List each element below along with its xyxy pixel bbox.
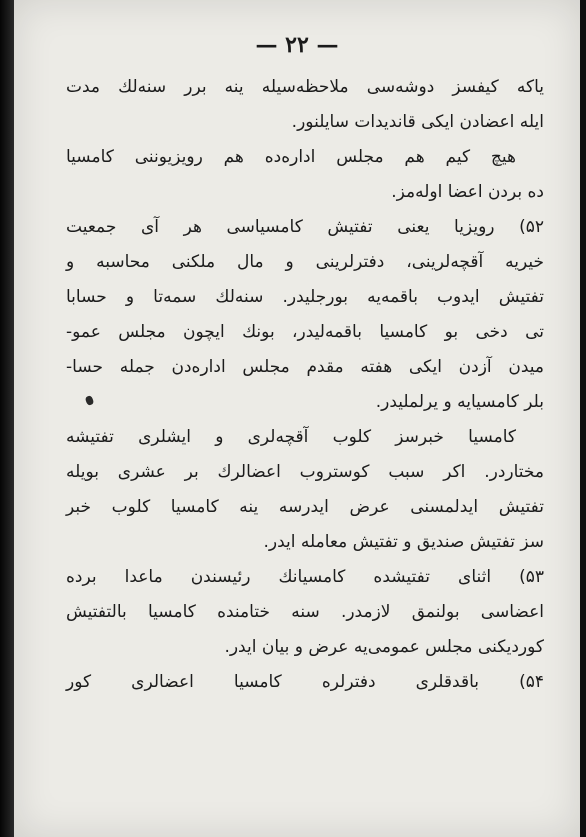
text-line-5: ۵۲) رویزیا یعنی تفتیش کامسیاسی هر آی جمعیت: [66, 217, 544, 237]
scan-left-edge: [0, 0, 14, 837]
text-line-16: اعضاسی بولنمق لازمدر. سنه ختامنده کامسیا بالتفتیش: [66, 602, 544, 622]
text-line-15: ۵۳) اثنای تفتیشده کامسیانك رئیسندن ماعدا برده: [66, 567, 544, 587]
text-line-3: هیچ کیم هم مجلس اداره‌ده هم رویزیوننی کامسیا: [66, 147, 516, 167]
text-line-17: کوردیکنی مجلس عمومی‌یه عرض و بیان ایدر.: [224, 637, 544, 657]
text-line-8: تی دخی بو کامسیا باقمه‌لیدر، بونك ایچون مجلس عمو-: [66, 322, 544, 342]
text-line-10: بلر کامسیایه و یرلملیدر.: [375, 392, 544, 412]
text-line-4: ده بردن اعضا اوله‌مز.: [391, 182, 544, 202]
text-line-2: ایله اعضادن ایکی قاندیدات سایلنور.: [291, 112, 544, 132]
text-line-9: میدن آزدن ایکی هفته مقدم مجلس اداره‌دن جمله حسا-: [66, 357, 544, 377]
text-line-6: خیریه آقچه‌لرینی، دفترلرینی و مال ملکنی محاسبه و: [66, 252, 544, 272]
text-line-7: تفتیش ایدوب باقمه‌یه بورجلیدر. سنه‌لك سمه‌تا و حسابا: [66, 287, 544, 307]
text-line-14: سز تفتیش صندیق و تفتیش معامله ایدر.: [263, 532, 544, 552]
text-line-18: ۵۴) باقدقلری دفترلره کامسیا اعضالری کور: [66, 672, 544, 692]
page-number: — ۲۲ —: [255, 32, 339, 58]
body-text: [66, 70, 544, 700]
text-line-1: یاکه کیفسز دوشه‌سی ملاحظه‌سیله ینه برر سنه‌لك مدت: [66, 77, 544, 97]
book-page: [14, 0, 580, 837]
text-line-13: تفتیش ایدلمسنی عرض ایدرسه ینه کامسیا کلوب خبر: [66, 497, 544, 517]
text-line-11: کامسیا خبرسز کلوب آقچه‌لری و ایشلری تفتیشه: [66, 427, 516, 447]
text-line-12: مختاردر. اکر سبب کوستروب اعضالرك بر عشری بویله: [66, 462, 544, 482]
